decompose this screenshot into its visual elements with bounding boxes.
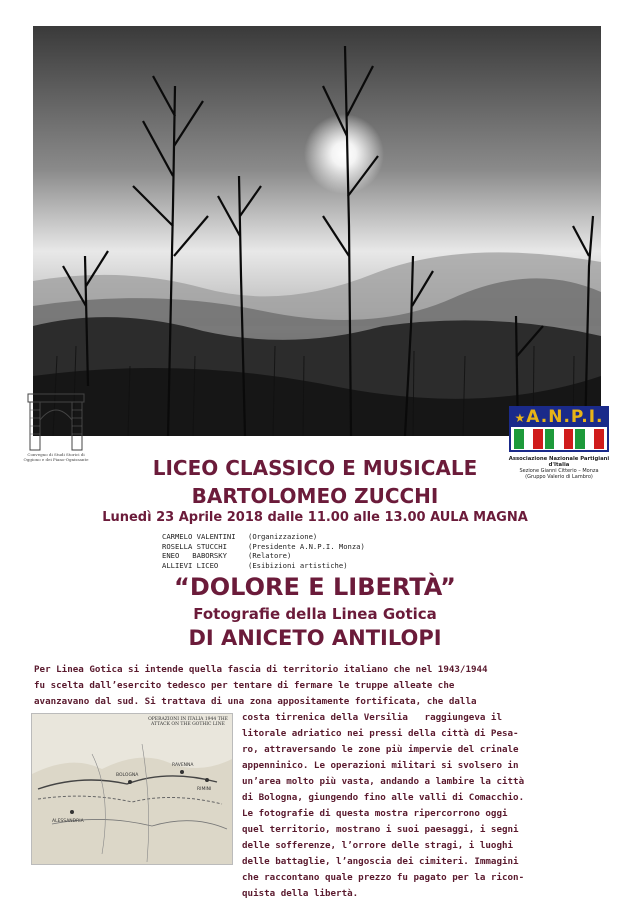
map-label: RAVENNA	[172, 763, 194, 768]
credit-row: ROSELLA STUCCHI (Presidente A.N.P.I. Monza)	[162, 541, 365, 551]
flag-icon	[545, 429, 574, 449]
event-date: Lunedì 23 Aprile 2018 dalle 11.00 alle 13.00 AULA MAGNA	[102, 510, 528, 525]
description-paragraph: costa tirrenica della Versilia raggiungeva il litorale adriatico nei pressi della città di Pesa- ro, attraversando le zone più impervie del crinale appenninico. Le operazioni militari si svolsero in un’area molto più vasta, andando a lambire la città di Bologna, giungendo fino alle valli di Comacchio. Le fotografie di questa mostra ripercorrono oggi quel territorio, mostrano i suoi paesaggi, i segni delle sofferenze, l’orrore delle stragi, i luoghi delle battaglie, l’angoscia dei cimiteri. Immagini che raccontano quale prezzo fu pagato per la ricon- quista della libertà.	[242, 712, 525, 899]
school-name	[0, 454, 630, 510]
flag-icon	[514, 429, 543, 449]
anpi-group: (Gruppo Valerio di Lambro)	[525, 474, 593, 480]
intro-paragraph: Per Linea Gotica si intende quella fascia di territorio italiano che nel 1943/1944 fu scelta dall’esercito tedesco per tentare di fermare le truppe alleate che avanzavano dal sud. Si trattava di una zona appositamente fortificata, che dalla	[34, 664, 488, 707]
map-label: ALESSANDRIA	[52, 819, 84, 824]
credit-row: ALLIEVI LICEO (Esibizioni artistiche)	[162, 560, 348, 570]
exhibition-author: DI ANICETO ANTILOPI	[188, 626, 442, 650]
anpi-acronym: A.N.P.I.	[526, 407, 604, 427]
anpi-banner	[511, 408, 607, 427]
map-title: OPERAZIONI IN ITALIA 1944 THE ATTACK ON THE GOTHIC LINE	[148, 717, 228, 727]
school-line-2: BARTOLOMEO ZUCCHI	[191, 484, 439, 508]
gothic-line-map	[31, 713, 233, 865]
landscape-photo	[33, 26, 604, 436]
map-label: BOLOGNA	[116, 773, 139, 778]
exhibition-title: “DOLORE E LIBERTÀ”	[174, 573, 456, 601]
italian-flags	[514, 429, 604, 449]
school-logo-caption: Convegno di Studi Storici di Oggiono e dei Piano-Ognissante	[23, 452, 89, 462]
map-label: RIMINI	[197, 787, 212, 792]
star-icon: ★	[514, 411, 527, 425]
exhibition-subtitle: Fotografie della Linea Gotica	[193, 605, 437, 623]
anpi-section: Sezione Gianni Citterio – Monza	[519, 468, 599, 474]
credit-row: ENEO BABORSKY (Relatore)	[162, 551, 292, 560]
credit-row: CARMELO VALENTINI (Organizzazione)	[162, 532, 318, 541]
flag-icon	[575, 429, 604, 449]
anpi-name: Associazione Nazionale Partigiani d'Italia	[508, 456, 610, 468]
school-line-1: LICEO CLASSICO E MUSICALE	[152, 456, 478, 480]
credits-list	[162, 532, 462, 570]
